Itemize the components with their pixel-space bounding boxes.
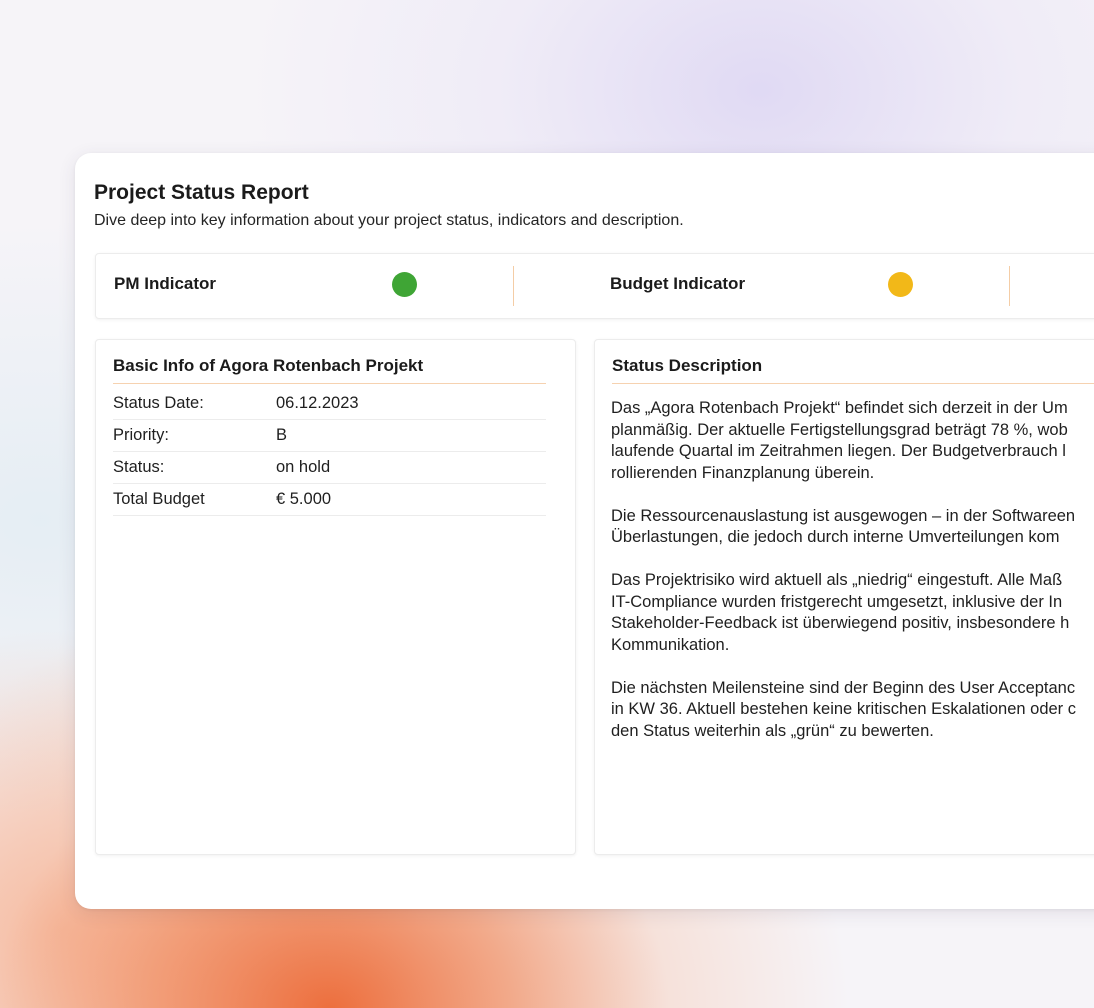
text-line: den Status weiterhin als „grün“ zu bewerten. [611, 721, 934, 740]
status-label: Status: [113, 452, 276, 484]
divider [113, 383, 546, 384]
text-line: Die Ressourcenauslastung ist ausgewogen – in der Softwareen [611, 506, 1076, 525]
text-line: in KW 36. Aktuell bestehen keine kritischen Eskalationen oder c [611, 700, 1077, 718]
indicator-divider [513, 266, 514, 306]
indicator-bar [95, 253, 1094, 319]
indicator-divider [1009, 266, 1010, 306]
page-subtitle: Dive deep into key information about your project status, indicators and description. [94, 212, 684, 229]
status-description-panel [594, 339, 1094, 855]
basic-info-table [113, 388, 546, 516]
page-title: Project Status Report [94, 181, 309, 204]
status-value: on hold [276, 452, 546, 484]
text-line: Überlastungen, die jedoch durch interne Umverteilungen kom [611, 528, 1060, 546]
report-card [75, 153, 1094, 909]
text-line: Stakeholder-Feedback ist überwiegend positiv, insbesondere h [611, 614, 1070, 632]
description-paragraph [611, 506, 1094, 549]
budget-indicator-label: Budget Indicator [610, 274, 746, 293]
divider [612, 383, 1094, 384]
text-line: Das „Agora Rotenbach Projekt“ befindet sich derzeit in der Um [611, 399, 1068, 417]
text-line: IT-Compliance wurden fristgerecht umgesetzt, inklusive der In [611, 592, 1063, 611]
priority-label: Priority: [113, 420, 276, 452]
basic-info-panel [95, 339, 576, 855]
status-date-value: 06.12.2023 [276, 388, 546, 420]
table-row [113, 484, 546, 516]
description-paragraph [611, 678, 1094, 743]
total-budget-value: € 5.000 [276, 484, 546, 516]
text-line: Die nächsten Meilensteine sind der Beginn des User Acceptanc [611, 678, 1076, 697]
budget-indicator-dot [888, 272, 913, 297]
pm-indicator-label: PM Indicator [114, 274, 217, 293]
table-row [113, 388, 546, 420]
description-paragraph [611, 570, 1094, 656]
total-budget-label: Total Budget [113, 484, 276, 516]
text-line: rollierenden Finanzplanung überein. [611, 463, 875, 482]
status-date-label: Status Date: [113, 388, 276, 420]
status-description-text [611, 398, 1094, 764]
text-line: Das Projektrisiko wird aktuell als „niedrig“ eingestuft. Alle Maß [611, 571, 1063, 589]
table-row [113, 452, 546, 484]
basic-info-title: Basic Info of Agora Rotenbach Projekt [113, 356, 424, 375]
priority-value: B [276, 420, 546, 452]
table-row [113, 420, 546, 452]
status-description-title: Status Description [612, 356, 763, 375]
text-line: planmäßig. Der aktuelle Fertigstellungsgrad beträgt 78 %, wob [611, 420, 1068, 439]
pm-indicator-dot [392, 272, 417, 297]
description-paragraph [611, 398, 1094, 484]
text-line: Kommunikation. [611, 635, 730, 654]
text-line: laufende Quartal im Zeitrahmen liegen. Der Budgetverbrauch l [611, 442, 1066, 460]
